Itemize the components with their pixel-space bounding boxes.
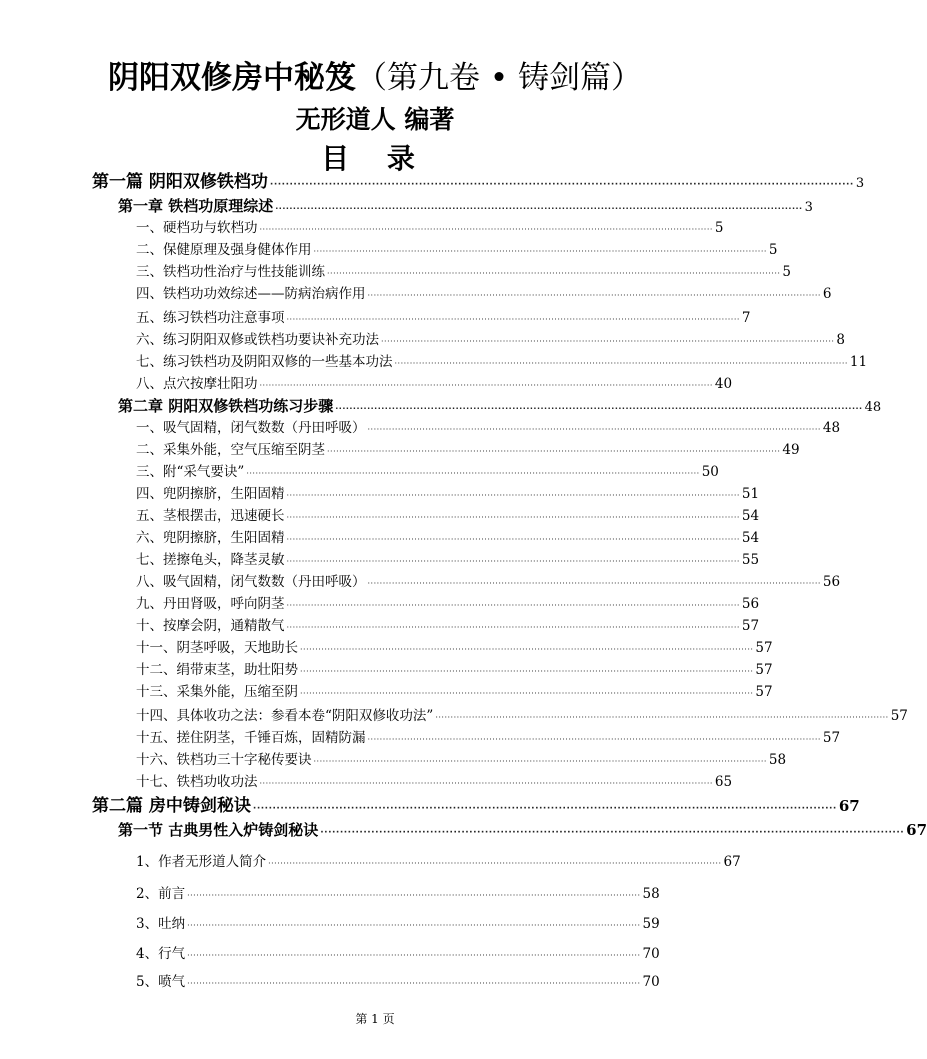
toc-entry bbox=[136, 484, 760, 506]
toc-entry-page: 67 bbox=[723, 854, 741, 870]
toc-entry-page: 65 bbox=[714, 774, 733, 790]
toc-entry bbox=[136, 528, 760, 550]
toc-entry-label: 九、丹田肾吸，呼向阴茎 bbox=[136, 596, 285, 612]
document-title bbox=[0, 52, 750, 97]
toc-leader-dots: ····················································································································································· bbox=[259, 225, 713, 234]
toc-entry-page: 40 bbox=[714, 376, 733, 392]
toc-entry-label: 5、喷气 bbox=[136, 974, 186, 990]
toc-entry-label: 一、硬档功与软档功 bbox=[136, 220, 258, 236]
toc-entry-label: 十七、铁档功收功法 bbox=[136, 774, 258, 790]
toc-leader-dots: ····················································································································································· bbox=[286, 315, 740, 324]
toc-leader-dots: ····················································································································································· bbox=[327, 447, 781, 456]
toc-entry-label: 四、铁档功功效综述——防病治病作用 bbox=[136, 286, 366, 302]
toc-leader-dots: ····················································································································································· bbox=[259, 779, 713, 788]
toc-entry bbox=[136, 728, 841, 750]
toc-entry-label: 三、附“采气要诀” bbox=[136, 464, 245, 480]
toc-leader-dots: ····················································································································································· bbox=[394, 359, 848, 368]
toc-entry-page: 5 bbox=[782, 264, 791, 280]
toc-entry-label: 3、吐纳 bbox=[136, 916, 186, 932]
toc-entry-label: 十二、绢带束茎，助壮阳势 bbox=[136, 662, 298, 678]
toc-entry bbox=[136, 550, 760, 572]
toc-leader-dots: ····················································································································································· bbox=[286, 623, 740, 632]
toc-entry-page: 58 bbox=[768, 752, 787, 768]
toc-entry-label: 十、按摩会阴，通精散气 bbox=[136, 618, 285, 634]
toc-entry-label: 五、练习铁档功注意事项 bbox=[136, 310, 285, 326]
toc-entry-page: 3 bbox=[855, 176, 865, 191]
toc-leader-dots: ····················································································································································· bbox=[381, 337, 835, 346]
toc-leader-dots: ····················································································································································· bbox=[435, 713, 889, 722]
toc-entry bbox=[118, 820, 927, 843]
toc-entry bbox=[136, 638, 773, 660]
toc-entry-label: 六、练习阴阳双修或铁档功要诀补充功法 bbox=[136, 332, 379, 348]
toc-entry bbox=[136, 594, 760, 616]
toc-entry bbox=[136, 750, 787, 772]
toc-entry bbox=[136, 418, 841, 440]
toc-entry-page: 8 bbox=[836, 332, 845, 348]
toc-entry-label: 十六、铁档功三十字秘传要诀 bbox=[136, 752, 312, 768]
toc-entry-page: 59 bbox=[642, 916, 660, 932]
toc-leader-dots: ····················································································································································· bbox=[252, 804, 837, 814]
toc-entry-page: 48 bbox=[822, 420, 841, 436]
toc-entry bbox=[136, 240, 778, 262]
page-footer: 第 1 页 bbox=[355, 1012, 395, 1026]
toc-entry-page: 57 bbox=[755, 662, 773, 678]
toc-leader-dots: ····················································································································································· bbox=[286, 491, 740, 500]
toc-entry-page: 58 bbox=[642, 886, 660, 902]
toc-leader-dots: ····················································································································································· bbox=[187, 921, 641, 930]
toc-entry-page: 50 bbox=[701, 464, 719, 480]
toc-entry bbox=[136, 462, 719, 484]
toc-entry-page: 54 bbox=[741, 508, 760, 524]
toc-entry-page: 57 bbox=[890, 708, 908, 724]
toc-entry bbox=[136, 572, 841, 594]
toc-leader-dots: ····················································································································································· bbox=[313, 247, 767, 256]
toc-entry-page: 11 bbox=[849, 354, 868, 370]
toc-entry-page: 57 bbox=[755, 684, 773, 700]
toc-entry bbox=[136, 972, 660, 994]
toc-entry-label: 六、兜阴擦脐，生阳固精 bbox=[136, 530, 285, 546]
toc-leader-dots: ····················································································································································· bbox=[275, 204, 803, 213]
toc-leader-dots: ····················································································································································· bbox=[286, 557, 740, 566]
toc-entry-page: 56 bbox=[822, 574, 841, 590]
toc-entry-page: 55 bbox=[741, 552, 760, 568]
toc-entry bbox=[136, 706, 908, 728]
toc-entry bbox=[136, 660, 773, 682]
toc-entry-page: 54 bbox=[741, 530, 760, 546]
toc-entry-label: 1、作者无形道人简介 bbox=[136, 854, 267, 870]
toc-entry-page: 57 bbox=[822, 730, 841, 746]
toc-entry bbox=[136, 772, 733, 794]
toc-entry bbox=[136, 616, 760, 638]
toc-entry bbox=[92, 796, 860, 819]
toc-leader-dots: ····················································································································································· bbox=[187, 891, 641, 900]
toc-entry-page: 57 bbox=[755, 640, 773, 656]
toc-leader-dots: ····················································································································································· bbox=[259, 381, 713, 390]
toc-entry-page: 70 bbox=[642, 946, 660, 962]
toc-entry-label: 第一节 古典男性入炉铸剑秘诀 bbox=[118, 821, 319, 839]
toc-entry-label: 4、行气 bbox=[136, 946, 186, 962]
toc-leader-dots: ····················································································································································· bbox=[320, 828, 905, 838]
toc-entry bbox=[118, 196, 813, 219]
toc-entry-page: 7 bbox=[741, 310, 751, 326]
toc-entry-page: 5 bbox=[714, 220, 724, 236]
toc-leader-dots: ····················································································································································· bbox=[300, 645, 754, 654]
toc-entry-label: 三、铁档功性治疗与性技能训练 bbox=[136, 264, 325, 280]
toc-leader-dots: ····················································································································································· bbox=[246, 469, 700, 478]
toc-leader-dots: ····················································································································································· bbox=[335, 404, 863, 413]
toc-entry-page: 6 bbox=[822, 286, 832, 302]
toc-entry bbox=[136, 352, 868, 374]
toc-entry bbox=[136, 440, 800, 462]
toc-leader-dots: ····················································································································································· bbox=[269, 180, 854, 190]
toc-entry-page: 3 bbox=[804, 200, 813, 215]
toc-entry-page: 51 bbox=[741, 486, 760, 502]
toc-entry-label: 第二章 阴阳双修铁档功练习步骤 bbox=[118, 397, 334, 415]
toc-entry-label: 八、点穴按摩壮阳功 bbox=[136, 376, 258, 392]
toc-entry bbox=[92, 172, 865, 195]
toc-entry-page: 5 bbox=[768, 242, 778, 258]
toc-entry bbox=[136, 884, 660, 906]
author-line: 无形道人 编著 bbox=[295, 105, 455, 134]
toc-leader-dots: ····················································································································································· bbox=[367, 735, 821, 744]
toc-entry-label: 二、采集外能，空气压缩至阴茎 bbox=[136, 442, 325, 458]
toc-entry bbox=[136, 944, 660, 966]
toc-entry bbox=[136, 914, 660, 936]
toc-leader-dots: ····················································································································································· bbox=[300, 689, 754, 698]
toc-entry-label: 第二篇 房中铸剑秘诀 bbox=[92, 796, 251, 816]
toc-entry-label: 十五、搓住阴茎，千锤百炼，固精防漏 bbox=[136, 730, 366, 746]
toc-entry-label: 二、保健原理及强身健体作用 bbox=[136, 242, 312, 258]
toc-leader-dots: ····················································································································································· bbox=[367, 291, 821, 300]
toc-entry-label: 十三、采集外能，压缩至阴 bbox=[136, 684, 298, 700]
toc-entry bbox=[136, 308, 751, 330]
toc-leader-dots: ····················································································································································· bbox=[286, 535, 740, 544]
toc-leader-dots: ····················································································································································· bbox=[286, 601, 740, 610]
toc-leader-dots: ····················································································································································· bbox=[187, 979, 641, 988]
toc-entry bbox=[136, 218, 724, 240]
toc-leader-dots: ····················································································································································· bbox=[187, 951, 641, 960]
toc-entry bbox=[136, 262, 791, 284]
toc-leader-dots: ····················································································································································· bbox=[367, 425, 821, 434]
toc-entry-page: 70 bbox=[642, 974, 660, 990]
toc-entry-page: 56 bbox=[741, 596, 760, 612]
toc-entry-label: 七、搓擦龟头，降茎灵敏 bbox=[136, 552, 285, 568]
toc-entry-label: 四、兜阴擦脐，生阳固精 bbox=[136, 486, 285, 502]
toc-entry-page: 48 bbox=[864, 400, 882, 415]
toc-entry bbox=[136, 374, 733, 396]
toc-entry-label: 第一篇 阴阳双修铁档功 bbox=[92, 172, 268, 192]
toc-entry-label: 七、练习铁档功及阴阳双修的一些基本功法 bbox=[136, 354, 393, 370]
toc-leader-dots: ····················································································································································· bbox=[286, 513, 740, 522]
toc-entry-label: 八、吸气固精，闭气数数（丹田呼吸） bbox=[136, 574, 366, 590]
toc-leader-dots: ····················································································································································· bbox=[367, 579, 821, 588]
toc-leader-dots: ····················································································································································· bbox=[313, 757, 767, 766]
toc-entry-page: 67 bbox=[906, 821, 927, 839]
toc-entry-page: 49 bbox=[782, 442, 800, 458]
toc-entry-page: 67 bbox=[838, 797, 860, 815]
toc-heading: 目 录 bbox=[321, 142, 429, 175]
toc-entry bbox=[136, 284, 832, 306]
toc-leader-dots: ····················································································································································· bbox=[300, 667, 754, 676]
toc-entry-label: 五、茎根摆击，迅速硬长 bbox=[136, 508, 285, 524]
toc-entry bbox=[136, 330, 845, 352]
toc-entry-label: 十四、具体收功之法：参看本卷“阴阳双修收功法” bbox=[136, 708, 434, 724]
toc-entry-label: 2、前言 bbox=[136, 886, 186, 902]
title-text: 阴阳双修房中秘笈 bbox=[108, 60, 356, 96]
toc-entry bbox=[136, 506, 760, 528]
toc-entry bbox=[118, 396, 882, 419]
volume-text: （第九卷 • 铸剑篇） bbox=[356, 60, 642, 96]
toc-entry-page: 57 bbox=[741, 618, 760, 634]
toc-leader-dots: ····················································································································································· bbox=[327, 269, 781, 278]
toc-leader-dots: ····················································································································································· bbox=[268, 859, 722, 868]
toc-entry-label: 十一、阴茎呼吸，天地助长 bbox=[136, 640, 298, 656]
toc-entry-label: 第一章 铁档功原理综述 bbox=[118, 197, 274, 215]
toc-entry bbox=[136, 852, 741, 874]
toc-entry bbox=[136, 682, 773, 704]
toc-entry-label: 一、吸气固精，闭气数数（丹田呼吸） bbox=[136, 420, 366, 436]
